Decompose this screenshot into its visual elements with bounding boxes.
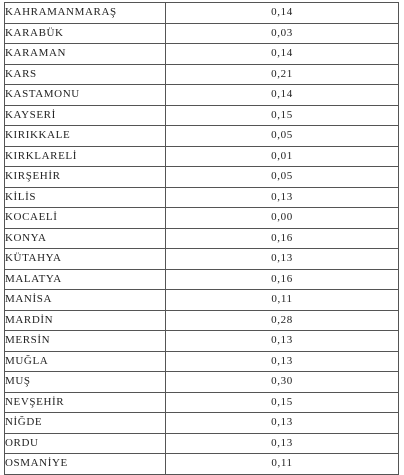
table-row	[5, 372, 399, 393]
table-row	[5, 433, 399, 454]
table-row	[5, 413, 399, 434]
value-cell: 0,00	[166, 208, 399, 229]
value-cell: 0,30	[166, 372, 399, 393]
province-name-cell: MALATYA	[5, 269, 166, 290]
value-cell: 0,28	[166, 310, 399, 331]
table-row	[5, 208, 399, 229]
province-name-cell: NEVŞEHİR	[5, 392, 166, 413]
value-cell: 0,13	[166, 433, 399, 454]
value-cell: 0,15	[166, 392, 399, 413]
province-name-cell: MUĞLA	[5, 351, 166, 372]
value-cell: 0,13	[166, 413, 399, 434]
value-cell: 0,13	[166, 331, 399, 352]
province-name-cell: KONYA	[5, 228, 166, 249]
table-row	[5, 351, 399, 372]
value-cell: 0,11	[166, 290, 399, 311]
province-name-cell: KİLİS	[5, 187, 166, 208]
value-cell: 0,21	[166, 64, 399, 85]
value-cell: 0,16	[166, 269, 399, 290]
province-name-cell: KOCAELİ	[5, 208, 166, 229]
value-cell: 0,01	[166, 146, 399, 167]
value-cell: 0,03	[166, 23, 399, 44]
table-row	[5, 290, 399, 311]
table-row	[5, 85, 399, 106]
value-cell: 0,05	[166, 167, 399, 188]
province-name-cell: KÜTAHYA	[5, 249, 166, 270]
province-name-cell: MERSİN	[5, 331, 166, 352]
table-row	[5, 105, 399, 126]
province-name-cell: KAYSERİ	[5, 105, 166, 126]
province-name-cell: KIRIKKALE	[5, 126, 166, 147]
table-row	[5, 228, 399, 249]
table-row	[5, 126, 399, 147]
province-name-cell: KARAMAN	[5, 44, 166, 65]
document-page	[4, 2, 399, 475]
value-cell: 0,05	[166, 126, 399, 147]
province-name-cell: MARDİN	[5, 310, 166, 331]
table-row	[5, 187, 399, 208]
table-row	[5, 167, 399, 188]
value-cell: 0,13	[166, 187, 399, 208]
value-cell: 0,13	[166, 249, 399, 270]
value-cell: 0,13	[166, 351, 399, 372]
table-row	[5, 44, 399, 65]
table-row	[5, 454, 399, 475]
value-cell: 0,15	[166, 105, 399, 126]
province-name-cell: NİĞDE	[5, 413, 166, 434]
value-cell: 0,14	[166, 44, 399, 65]
province-name-cell: KIRŞEHİR	[5, 167, 166, 188]
table-body	[5, 3, 399, 475]
value-cell: 0,16	[166, 228, 399, 249]
province-name-cell: OSMANİYE	[5, 454, 166, 475]
table-row	[5, 249, 399, 270]
value-cell: 0,14	[166, 85, 399, 106]
table-row	[5, 3, 399, 24]
table-row	[5, 23, 399, 44]
table-row	[5, 269, 399, 290]
province-name-cell: KAHRAMANMARAŞ	[5, 3, 166, 24]
table-row	[5, 146, 399, 167]
province-name-cell: KASTAMONU	[5, 85, 166, 106]
table-row	[5, 64, 399, 85]
province-name-cell: ORDU	[5, 433, 166, 454]
value-cell: 0,14	[166, 3, 399, 24]
table-row	[5, 310, 399, 331]
province-name-cell: MANİSA	[5, 290, 166, 311]
table-row	[5, 331, 399, 352]
province-name-cell: KIRKLARELİ	[5, 146, 166, 167]
table-row	[5, 392, 399, 413]
province-value-table	[4, 2, 399, 475]
value-cell: 0,11	[166, 454, 399, 475]
province-name-cell: KARS	[5, 64, 166, 85]
province-name-cell: MUŞ	[5, 372, 166, 393]
province-name-cell: KARABÜK	[5, 23, 166, 44]
